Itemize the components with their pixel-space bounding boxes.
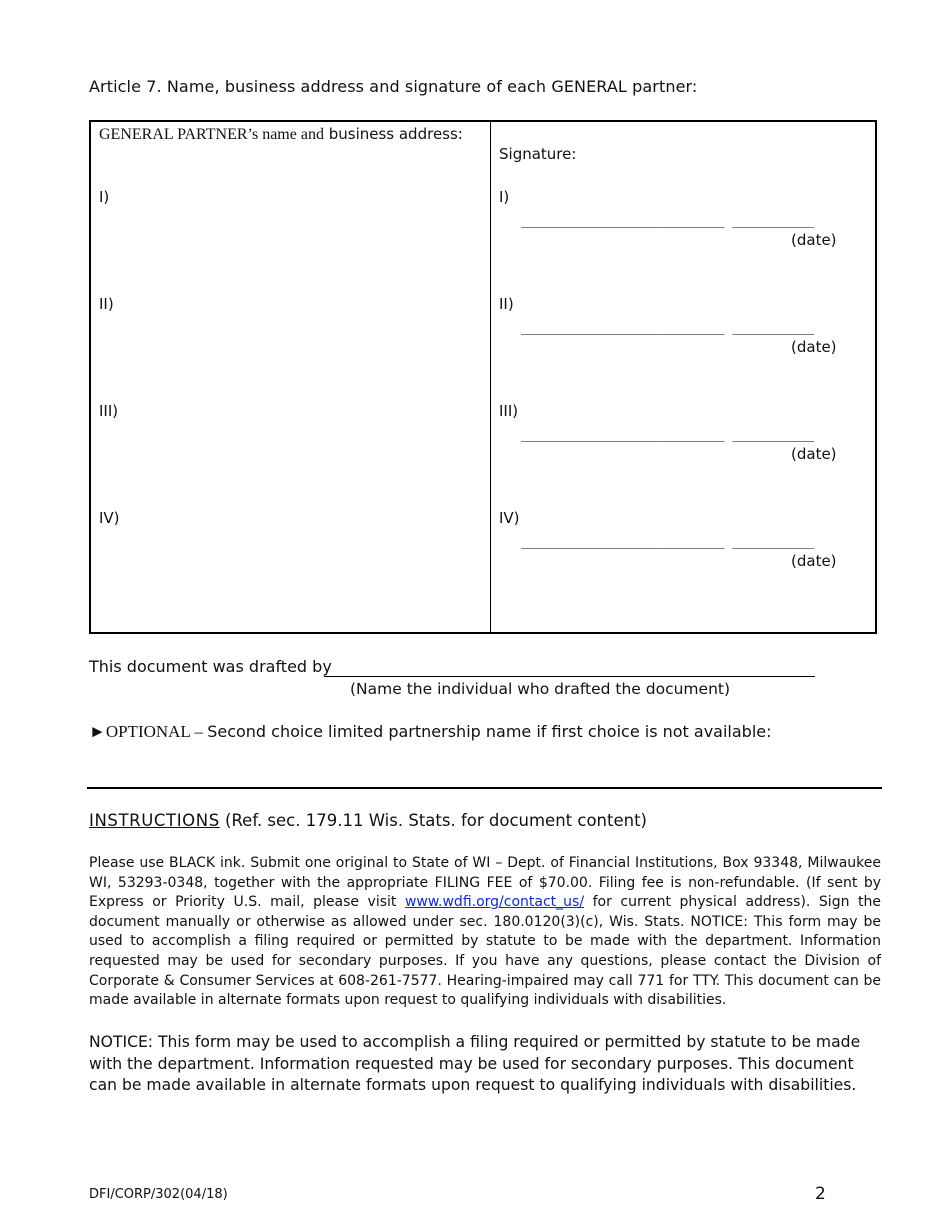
signature-3-date-label: (date)	[791, 445, 837, 463]
drafted-by-caption: (Name the individual who drafted the document)	[350, 680, 731, 698]
instructions-title: INSTRUCTIONS	[89, 811, 220, 830]
instructions-ref: (Ref. sec. 179.11 Wis. Stats. for document content)	[219, 811, 647, 830]
signature-4-label: IV)	[499, 509, 520, 527]
signature-2-label: II)	[499, 295, 514, 313]
optional-marker: ►OPTIONAL –	[89, 722, 208, 741]
signature-2-date-label: (date)	[791, 338, 837, 356]
partner-name-address-header	[99, 124, 479, 145]
instructions-heading	[89, 811, 647, 830]
second-choice-name-field[interactable]	[89, 748, 879, 784]
instructions-text-2: for current physical address). Sign the document manually or otherwise as allowed under sec. 180.0120(3)(c), Wis. Stats. NOTICE: This form may be used to accomplish a filing required or permitted by statute to be made with the department. Information requested may be used for secondary purposes. If you have any questions, please contact the Division of Corporate & Consumer Services at 608-261-7577. Hearing-impaired may call 771 for TTY. This document can be made available in alternate formats upon request to qualifying individuals with disabilities.	[89, 894, 882, 1009]
signature-4-date-label: (date)	[791, 552, 837, 570]
partner-4-name-field[interactable]	[99, 529, 479, 624]
form-id: DFI/CORP/302(04/18)	[89, 1187, 228, 1202]
header-serif-part: GENERAL PARTNER’s name and	[99, 126, 324, 143]
general-partner-table	[89, 120, 877, 634]
signature-header: Signature:	[499, 145, 577, 163]
partner-1-name-field[interactable]	[99, 208, 479, 298]
signature-3-line[interactable]: _________________________ __________	[521, 426, 814, 442]
article-7-title: Article 7. Name, business address and signature of each GENERAL partner:	[89, 77, 698, 96]
partner-1-label: I)	[99, 188, 110, 206]
contact-us-link[interactable]: www.wdfi.org/contact_us/	[404, 894, 585, 911]
signature-1-label: I)	[499, 188, 510, 206]
signature-1-line[interactable]: _________________________ __________	[521, 212, 814, 228]
partner-2-name-field[interactable]	[99, 315, 479, 405]
table-column-divider	[490, 122, 491, 632]
partner-2-label: II)	[99, 295, 114, 313]
signature-3-label: III)	[499, 402, 519, 420]
drafted-by-input-line[interactable]	[324, 676, 815, 677]
optional-text: Second choice limited partnership name if first choice is not available:	[207, 722, 772, 741]
signature-1-date-label: (date)	[791, 231, 837, 249]
signature-4-line[interactable]: _________________________ __________	[521, 533, 814, 549]
page-number: 2	[815, 1184, 826, 1204]
notice-paragraph: NOTICE: This form may be used to accomplish a filing required or permitted by statute to be made with the department. Information requested may be used for secondary purposes. This document can be made available in alternate formats upon request to qualifying individuals with disabilities.	[89, 1033, 861, 1094]
section-divider	[87, 787, 882, 789]
instructions-body	[89, 854, 881, 1011]
optional-second-name	[89, 722, 772, 742]
header-rest-part: business address:	[323, 125, 463, 143]
signature-2-line[interactable]: _________________________ __________	[521, 319, 814, 335]
partner-4-label: IV)	[99, 509, 120, 527]
instructions-text-1: Please use BLACK ink. Submit one original to State of WI – Dept. of Financial Institutions, Box 93348, Milwaukee WI, 53293-0348, together with the appropriate FILING FEE of $70.00. Filing fee is non-refundable. (If sent by Express or Priority U.S. mail, please visit	[89, 855, 881, 911]
partner-3-label: III)	[99, 402, 119, 420]
partner-3-name-field[interactable]	[99, 422, 479, 512]
drafted-by-label: This document was drafted by	[89, 657, 332, 676]
